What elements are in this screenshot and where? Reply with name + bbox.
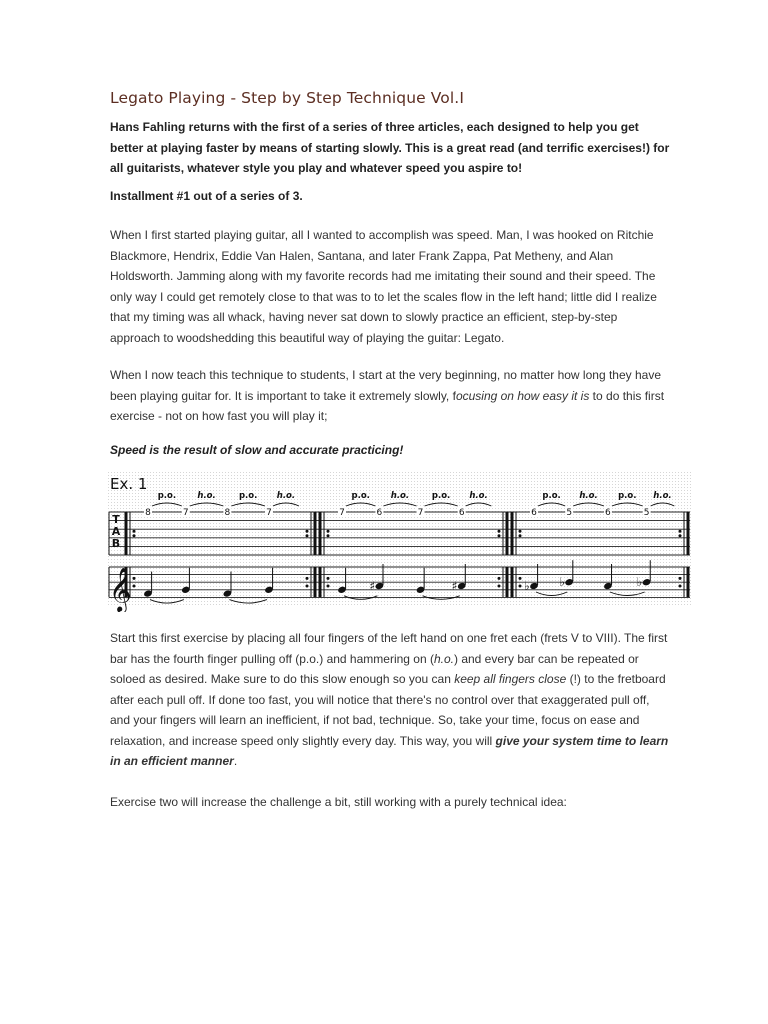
exercise-1-figure: [108, 472, 692, 612]
technique-label: p.o.: [238, 491, 258, 501]
paragraph-3: Start this first exercise by placing all four fingers of the left hand on one fret each (frets V to VIII). The first bar has the fourth finger pulling off (p.o.) and hammering on (h.o.) and every bar can be repeated or soloed as desired. Make sure to do this slow enough so you can keep all fingers close (!) to the fretboard after each pull off. If done too fast, you will notice that there's no control over that exaggerated pull off, and your fingers will learn an inefficient, if not bad, technique. So, take your time, focus on ease and relaxation, and increase speed only slightly every day. This way, you will give your system time to learn in an efficient manner.: [110, 631, 669, 768]
repeat-dot: [519, 577, 522, 580]
repeat-dot: [133, 534, 136, 537]
repeat-dot: [327, 534, 330, 537]
tab-notation: [108, 472, 692, 612]
example-label: Ex. 1: [110, 475, 148, 493]
repeat-dot: [306, 577, 309, 580]
repeat-dot: [679, 534, 682, 537]
repeat-dot: [679, 585, 682, 588]
paragraph-1: When I first started playing guitar, all I wanted to accomplish was speed. Man, I was hooked on Ritchie Blackmore, Hendrix, Eddie Van Halen, Santana, and later Frank Zappa, Pat Metheny, and Alan Holdsworth. Jamming along with my favorite records had me imitating their sound and their speed. The only way I could get remotely close to that was to to let the scales flow in the left hand; little did I realize that my timing was all whack, having never sat down to slowly practice an efficient, step-by-step approach to woodshedding this beautiful way of playing the guitar: Legato.: [110, 228, 657, 345]
repeat-dot: [327, 577, 330, 580]
tab-letter: T: [112, 513, 120, 526]
repeat-dot: [679, 530, 682, 533]
fret-number: 6: [531, 508, 537, 518]
speed-note: Speed is the result of slow and accurate practicing!: [110, 443, 404, 457]
repeat-dot: [306, 530, 309, 533]
article-intro: Hans Fahling returns with the first of a series of three articles, each designed to help you get better at playing faster by means of starting slowly. This is a great read (and terrific exercises!) for all guitarists, whatever style you play and whatever speed you aspire to!: [110, 120, 670, 175]
accidental-icon: ♯: [451, 579, 458, 593]
article-title: Legato Playing - Step by Step Technique Vol.I: [110, 89, 464, 107]
repeat-dot: [327, 530, 330, 533]
fret-number: 6: [376, 508, 383, 518]
repeat-dot: [498, 534, 501, 537]
accidental-icon: ♭: [559, 575, 565, 590]
fret-number: 5: [643, 508, 650, 518]
fret-number: 8: [145, 508, 151, 518]
fret-number: 6: [605, 508, 611, 518]
treble-clef-icon: 𝄞: [109, 567, 132, 612]
technique-label: p.o.: [157, 491, 177, 501]
accidental-icon: ♭: [524, 579, 530, 593]
repeat-dot: [306, 585, 309, 588]
technique-label: h.o.: [390, 491, 410, 501]
fret-number: 7: [182, 508, 189, 518]
technique-label: p.o.: [542, 491, 561, 501]
repeat-dot: [306, 534, 309, 537]
technique-label: p.o.: [431, 491, 451, 501]
fret-number: 7: [417, 508, 424, 518]
repeat-dot: [133, 585, 136, 588]
fret-number: 6: [458, 508, 465, 518]
technique-label: h.o.: [469, 491, 488, 501]
repeat-dot: [519, 534, 522, 537]
repeat-dot: [327, 585, 330, 588]
fret-number: 8: [224, 508, 231, 518]
tab-letter: B: [111, 537, 121, 550]
technique-label: p.o.: [618, 491, 637, 501]
repeat-dot: [498, 530, 501, 533]
paragraph-2: When I now teach this technique to students, I start at the very beginning, no matter how long they have been playing guitar for. It is important to take it extremely slowly, focusing on how easy it is to do this first exercise - not on how fast you will play it;: [110, 368, 665, 423]
fret-number: 5: [566, 508, 573, 518]
repeat-dot: [679, 577, 682, 580]
fret-number: 7: [339, 508, 345, 518]
technique-label: h.o.: [653, 491, 672, 501]
technique-label: h.o.: [197, 491, 216, 501]
repeat-dot: [498, 585, 501, 588]
repeat-dot: [133, 577, 136, 580]
technique-label: p.o.: [351, 491, 370, 501]
repeat-dot: [498, 577, 501, 580]
technique-label: h.o.: [276, 491, 296, 501]
installment-note: Installment #1 out of a series of 3.: [110, 189, 303, 203]
fret-number: 7: [266, 508, 272, 518]
accidental-icon: ♯: [369, 579, 376, 593]
technique-label: h.o.: [579, 491, 598, 501]
repeat-dot: [519, 530, 522, 533]
paragraph-4: Exercise two will increase the challenge a bit, still working with a purely technical idea:: [110, 795, 567, 809]
repeat-dot: [133, 530, 136, 533]
accidental-icon: ♭: [636, 575, 643, 590]
tab-letter: A: [111, 525, 121, 538]
repeat-dot: [519, 585, 522, 588]
